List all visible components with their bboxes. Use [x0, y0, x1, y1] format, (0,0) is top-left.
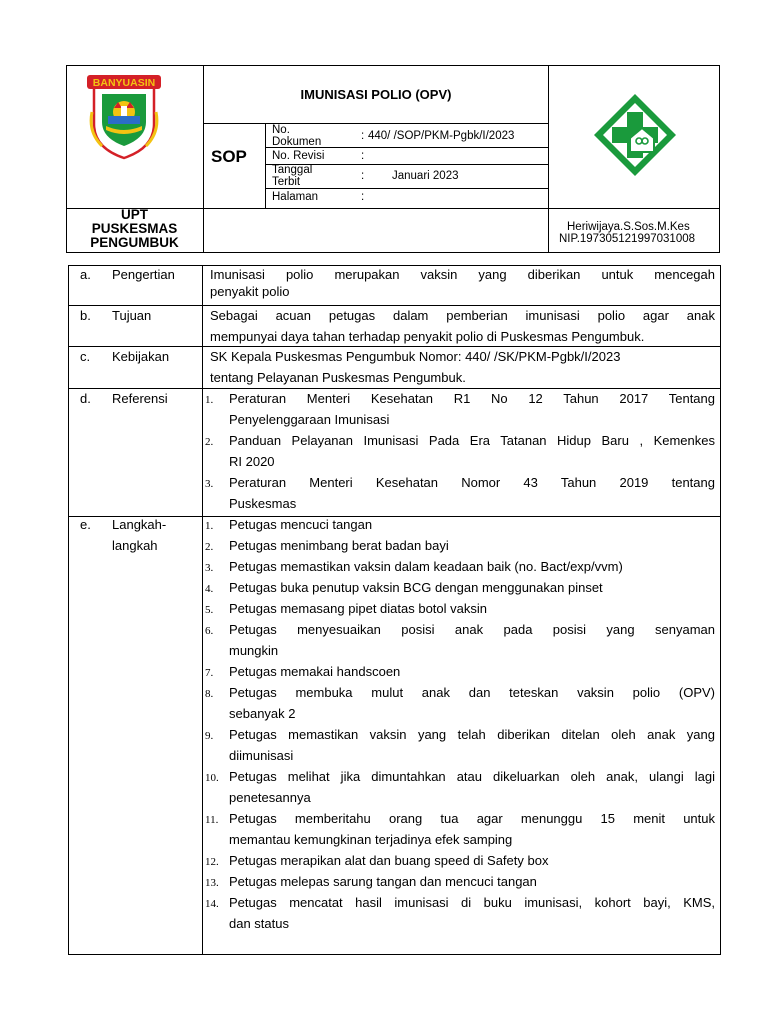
- sop-title: IMUNISASI POLIO (OPV): [300, 87, 452, 102]
- field-no-dokumen-label1: No.: [272, 124, 290, 136]
- field-halaman-label: Halaman: [272, 191, 319, 203]
- section-c-line2: tentang Pelayanan Puskesmas Pengumbuk.: [210, 370, 466, 385]
- step-text: Petugas memakai handscoen: [229, 664, 401, 679]
- step-number: 2.: [205, 541, 214, 553]
- org-name-line3: PENGUMBUK: [90, 235, 179, 250]
- step-number: 1.: [205, 520, 214, 532]
- org-name-line1: UPT: [121, 207, 148, 222]
- step-number: 11.: [205, 814, 219, 826]
- step-text: diimunisasi: [229, 748, 294, 763]
- section-c-title: Kebijakan: [112, 349, 170, 364]
- reference-number: 3.: [205, 478, 214, 490]
- step-text: Petugas memberitahu orang tua agar menunggu 15 menit untuk: [229, 811, 715, 826]
- section-b-line1: Sebagai acuan petugas dalam pemberian imunisasi polio agar anak: [210, 308, 715, 323]
- reference-text: Penyelenggaraan Imunisasi: [229, 412, 390, 427]
- step-text: dan status: [229, 916, 289, 931]
- reference-text: Panduan Pelayanan Imunisasi Pada Era Tatanan Hidup Baru , Kemenkes: [229, 433, 715, 448]
- section-d-letter: d.: [80, 391, 91, 406]
- section-b-line2: mempunyai daya tahan terhadap penyakit polio di Puskesmas Pengumbuk.: [210, 329, 645, 344]
- field-no-revisi-colon: :: [361, 150, 365, 162]
- section-e-title: Langkah-: [112, 517, 167, 532]
- step-number: 10.: [205, 772, 219, 784]
- puskesmas-logo: [592, 92, 678, 178]
- section-c-letter: c.: [80, 349, 91, 364]
- section-a-line1: Imunisasi polio merupakan vaksin yang diberikan untuk mencegah: [210, 267, 715, 282]
- step-number: 7.: [205, 667, 214, 679]
- section-b-letter: b.: [80, 308, 91, 323]
- section-c-line1: SK Kepala Puskesmas Pengumbuk Nomor: 440/ /SK/PKM-Pgbk/I/2023: [210, 349, 621, 364]
- signer-nip: NIP.197305121997031008: [559, 233, 696, 245]
- step-text: Petugas membuka mulut anak dan teteskan vaksin polio (OPV): [229, 685, 715, 700]
- step-text: Petugas mencatat hasil imunisasi di buku imunisasi, kohort bayi, KMS,: [229, 895, 715, 910]
- step-text: Petugas merapikan alat dan buang speed di Safety box: [229, 853, 549, 868]
- section-e-title2: langkah: [112, 538, 158, 553]
- section-e-letter: e.: [80, 517, 91, 532]
- step-text: Petugas memastikan vaksin dalam keadaan baik (no. Bact/exp/vvm): [229, 559, 623, 574]
- section-a-line2: penyakit polio: [210, 284, 290, 299]
- field-halaman-colon: :: [361, 191, 365, 203]
- step-number: 3.: [205, 562, 214, 574]
- field-no-revisi-label: No. Revisi: [272, 150, 325, 162]
- step-text: Petugas mencuci tangan: [229, 517, 373, 532]
- step-text: memantau kemungkinan terjadinya efek samping: [229, 832, 513, 847]
- step-number: 9.: [205, 730, 214, 742]
- sop-label: SOP: [211, 147, 247, 166]
- step-text: Petugas menimbang berat badan bayi: [229, 538, 449, 553]
- step-number: 14.: [205, 898, 219, 910]
- signer-name: Heriwijaya.S.Sos.M.Kes: [567, 221, 690, 233]
- section-a-letter: a.: [80, 267, 91, 282]
- section-a-title: Pengertian: [112, 267, 175, 282]
- reference-text: Peraturan Menteri Kesehatan R1 No 12 Tahun 2017 Tentang: [229, 391, 715, 406]
- step-text: Petugas memastikan vaksin yang telah diberikan ditelan oleh anak yang: [229, 727, 715, 742]
- step-number: 4.: [205, 583, 214, 595]
- reference-text: Peraturan Menteri Kesehatan Nomor 43 Tahun 2019 tentang: [229, 475, 715, 490]
- section-d-title: Referensi: [112, 391, 168, 406]
- logo-text: BANYUASIN: [92, 77, 156, 89]
- section-b-title: Tujuan: [112, 308, 152, 323]
- reference-text: RI 2020: [229, 454, 275, 469]
- field-no-dokumen-colon: :: [361, 130, 365, 142]
- field-tanggal-label2: Terbit: [272, 176, 301, 188]
- step-number: 8.: [205, 688, 214, 700]
- step-number: 12.: [205, 856, 219, 868]
- reference-text: Puskesmas: [229, 496, 297, 511]
- reference-number: 2.: [205, 436, 214, 448]
- step-text: mungkin: [229, 643, 279, 658]
- step-text: Petugas buka penutup vaksin BCG dengan menggunakan pinset: [229, 580, 603, 595]
- reference-number: 1.: [205, 394, 214, 406]
- banyuasin-logo: [84, 72, 164, 162]
- org-name-line2: PUSKESMAS: [91, 221, 178, 236]
- field-no-dokumen-value: 440/ /SOP/PKM-Pgbk/I/2023: [368, 130, 515, 142]
- step-text: Petugas melihat jika dimuntahkan atau dikeluarkan oleh anak, ulangi lagi: [229, 769, 715, 784]
- step-text: Petugas memasang pipet diatas botol vaksin: [229, 601, 487, 616]
- step-number: 6.: [205, 625, 214, 637]
- step-text: Petugas menyesuaikan posisi anak pada posisi yang senyaman: [229, 622, 715, 637]
- step-text: sebanyak 2: [229, 706, 296, 721]
- field-tanggal-value: Januari 2023: [392, 170, 459, 182]
- step-text: penetesannya: [229, 790, 311, 805]
- field-no-dokumen-label2: Dokumen: [272, 136, 322, 148]
- step-number: 13.: [205, 877, 219, 889]
- step-number: 5.: [205, 604, 214, 616]
- field-tanggal-colon: :: [361, 170, 365, 182]
- field-tanggal-label1: Tanggal: [272, 164, 313, 176]
- step-text: Petugas melepas sarung tangan dan mencuci tangan: [229, 874, 537, 889]
